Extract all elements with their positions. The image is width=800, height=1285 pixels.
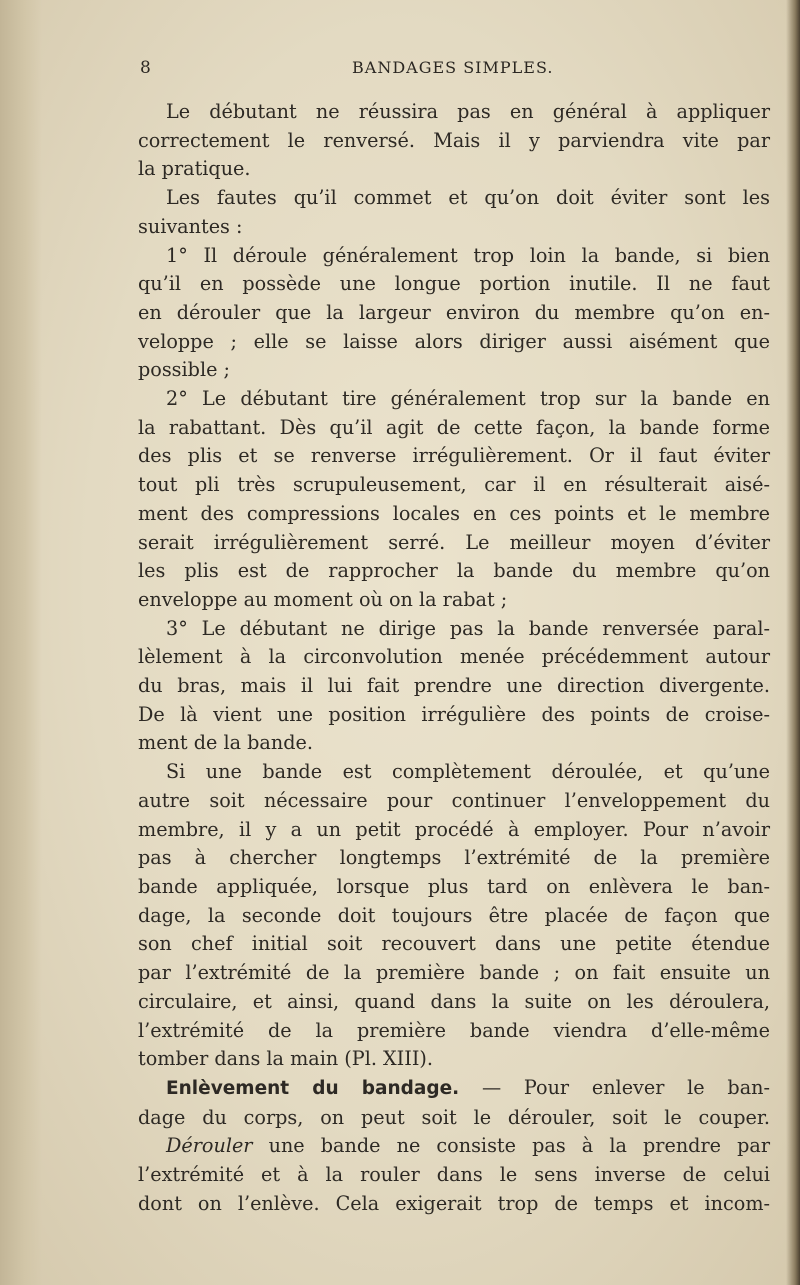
text-line: tout pli très scrupuleusement, car il en résulterait aisé- — [138, 473, 770, 497]
text-line: membre, il y a un petit procédé à employer. Pour n’avoir — [138, 817, 770, 841]
text-line: bande appliquée, lorsque plus tard on enlèvera le ban- — [138, 874, 770, 898]
text-line: Si une bande est complètement déroulée, et qu’une — [166, 760, 770, 784]
page-gutter-shadow — [0, 0, 42, 1285]
text-line: son chef initial soit recouvert dans une petite étendue — [138, 932, 770, 956]
text-line: circulaire, et ainsi, quand dans la suite on les déroulera, — [138, 989, 770, 1013]
text-line: 3° Le débutant ne dirige pas la bande renversée paral- — [166, 616, 770, 640]
text-line: les plis est de rapprocher la bande du membre qu’on — [138, 559, 770, 583]
text-line: enveloppe au moment où on la rabat ; — [138, 587, 508, 611]
text-line: autre soit nécessaire pour continuer l’enveloppement du — [138, 788, 770, 812]
text-line: ment des compressions locales en ces points et le membre — [138, 501, 770, 525]
text-line: veloppe ; elle se laisse alors diriger aussi aisément que — [138, 329, 770, 353]
text-line: dage, la seconde doit toujours être placée de façon que — [138, 903, 770, 927]
text-line: tomber dans la main (Pl. XIII). — [138, 1047, 434, 1071]
text-line: serait irrégulièrement serré. Le meilleur moyen d’éviter — [138, 530, 770, 554]
emphasis-line — [138, 1132, 770, 1161]
text-line: suivantes : — [138, 214, 243, 238]
text-line: lèlement à la circonvolution menée précédemment autour — [138, 645, 770, 669]
text-line: 1° Il déroule généralement trop loin la bande, si bien — [166, 243, 770, 267]
text-line: pas à chercher longtemps l’extrémité de la première — [138, 846, 770, 870]
text-line: dont on l’enlève. Cela exigerait trop de temps et incom- — [138, 1191, 770, 1215]
text-line: possible ; — [138, 358, 231, 382]
emphasis-line-rest: une bande ne consiste pas à la prendre par — [252, 1134, 770, 1158]
text-line: des plis et se renverse irrégulièrement. Or il faut éviter — [138, 444, 770, 468]
text-line: dage du corps, on peut soit le dérouler, soit le couper. — [138, 1105, 770, 1129]
text-line: qu’il en possède une longue portion inutile. Il ne faut — [138, 272, 770, 296]
text-line: correctement le renversé. Mais il y parviendra vite par — [138, 128, 770, 152]
emphasized-word: Dérouler — [166, 1134, 253, 1158]
text-line: Les fautes qu’il commet et qu’on doit éviter sont les — [166, 186, 770, 210]
text-line: l’extrémité de la première bande viendra d’elle-même — [138, 1018, 770, 1042]
page-edge-shadow — [786, 0, 800, 1285]
text-line: par l’extrémité de la première bande ; on fait ensuite un — [138, 961, 770, 985]
text-line: l’extrémité et à la rouler dans le sens inverse de celui — [138, 1163, 770, 1187]
section-first-line — [138, 1074, 770, 1104]
text-line: en dérouler que la largeur environ du membre qu’on en- — [138, 300, 770, 324]
text-line: 2° Le débutant tire généralement trop sur la bande en — [166, 387, 770, 411]
text-line: De là vient une position irrégulière des points de croise- — [138, 702, 770, 726]
text-line: la pratique. — [138, 157, 251, 181]
page-header — [140, 58, 770, 84]
page-number: 8 — [140, 58, 151, 78]
text-line: la rabattant. Dès qu’il agit de cette façon, la bande forme — [138, 415, 770, 439]
text-line: du bras, mais il lui fait prendre une direction divergente. — [138, 674, 770, 698]
body-text — [138, 98, 770, 1218]
text-line: ment de la bande. — [138, 731, 313, 755]
text-line: Le débutant ne réussira pas en général à appliquer — [166, 100, 770, 123]
section-line-rest: — Pour enlever le ban- — [459, 1075, 770, 1099]
section-heading: Enlèvement du bandage. — [166, 1077, 460, 1099]
running-head: BANDAGES SIMPLES. — [352, 58, 554, 77]
